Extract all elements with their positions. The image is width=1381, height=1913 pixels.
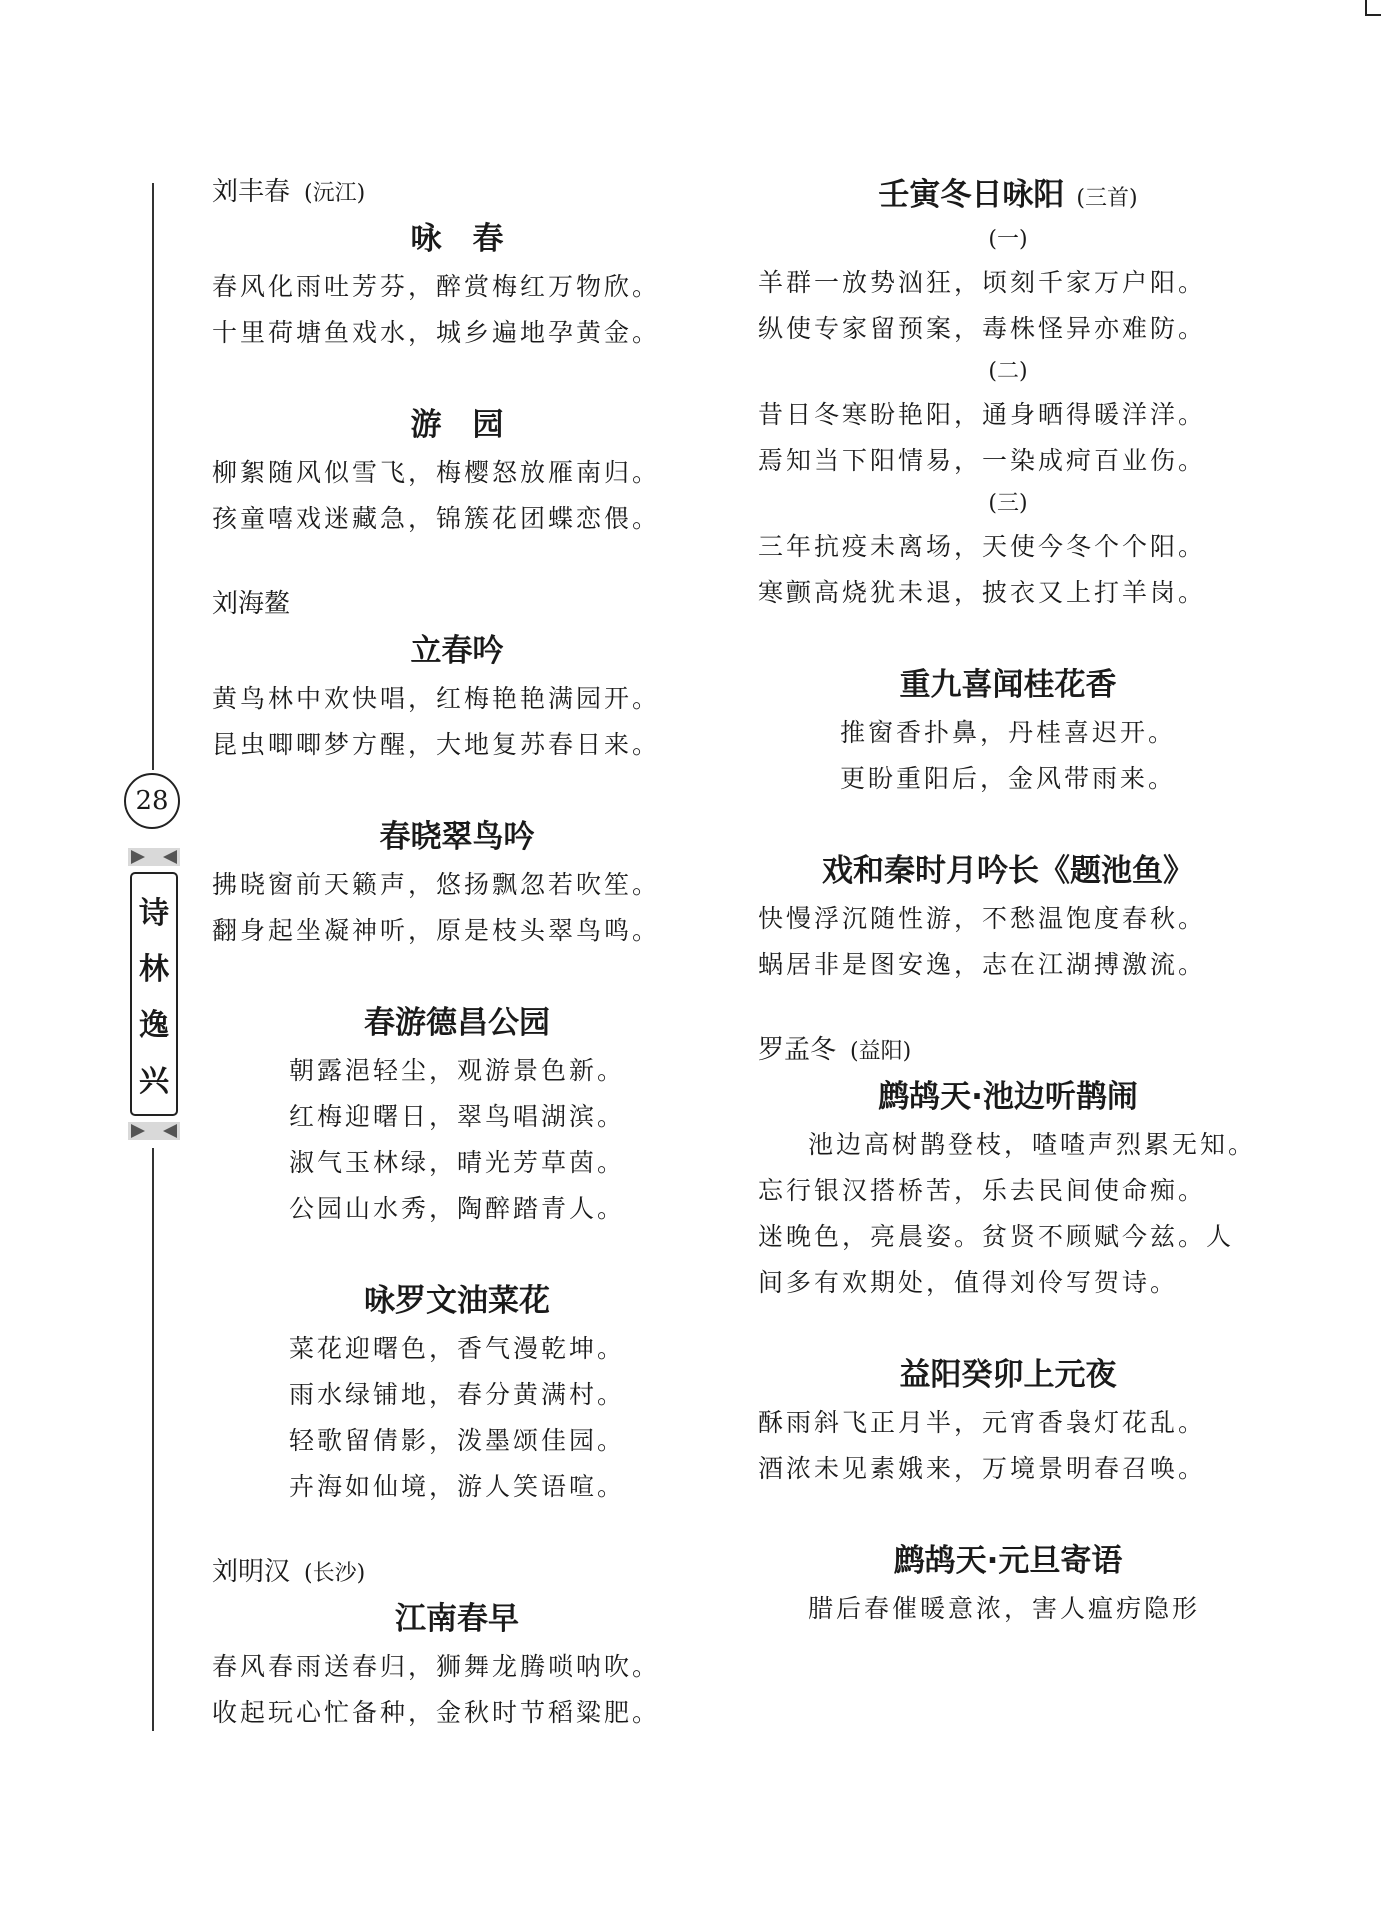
poem-line: 收起玩心忙备种，金秋时节稻粱肥。 <box>212 1698 661 1727</box>
section-tag-char: 逸 <box>139 1008 169 1043</box>
poem-title: 游 园 <box>410 407 504 443</box>
poem-line: 拂晓窗前天籁声，悠扬飘忽若吹笙。 <box>212 870 661 899</box>
poem-line: 孩童嘻戏迷藏急，锦簇花团蝶恋偎。 <box>212 504 661 533</box>
poem-line: 红梅迎曙日，翠鸟唱湖滨。 <box>288 1102 625 1131</box>
poem-line: 快慢浮沉随性游，不愁温饱度春秋。 <box>758 904 1207 933</box>
poem-line: 轻歌留倩影，泼墨颂佳园。 <box>288 1426 625 1455</box>
poem-index: (三) <box>988 491 1028 516</box>
author: 刘丰春 (沅江) <box>212 177 366 207</box>
poem-title: 戏和秦时月吟长《题池鱼》 <box>822 853 1194 889</box>
poem-title: 益阳癸卯上元夜 <box>899 1357 1117 1393</box>
poem-line: 昆虫唧唧梦方醒，大地复苏春日来。 <box>212 730 661 759</box>
poem-title: 鹧鸪天·池边听鹊闹 <box>878 1079 1138 1115</box>
margin-rule-bottom <box>152 1148 154 1731</box>
author: 罗孟冬 (益阳) <box>758 1035 912 1065</box>
section-tag <box>128 848 180 1140</box>
poem-title: 鹧鸪天·元旦寄语 <box>893 1543 1123 1579</box>
poem-line: 十里荷塘鱼戏水，城乡遍地孕黄金。 <box>212 318 661 347</box>
poem-line: 柳絮随风似雪飞，梅樱怒放雁南归。 <box>212 458 661 487</box>
poem-line: 酒浓未见素娥来，万境景明春召唤。 <box>758 1454 1207 1483</box>
poem-line: 春风春雨送春归，狮舞龙腾唢呐吹。 <box>212 1652 661 1681</box>
poem-line: 卉海如仙境，游人笑语喧。 <box>288 1472 625 1501</box>
poem-line: 雨水绿铺地，春分黄满村。 <box>288 1380 625 1409</box>
poem-line: 公园山水秀，陶醉踏青人。 <box>288 1194 625 1223</box>
poem-title: 壬寅冬日咏阳 (三首) <box>878 177 1138 213</box>
right-column <box>758 170 1258 1632</box>
poem-line: 寒颤高烧犹未退，披衣又上打羊岗。 <box>758 578 1207 607</box>
poem-line: 朝露浥轻尘，观游景色新。 <box>288 1056 625 1085</box>
poem-title: 重九喜闻桂花香 <box>899 667 1117 703</box>
left-column <box>212 170 702 1736</box>
author: 刘海鳌 <box>212 589 291 619</box>
section-tag-char: 兴 <box>139 1064 169 1099</box>
poem-title: 江南春早 <box>395 1601 519 1637</box>
ci-text: 池边高树鹊登枝，喳喳声烈累无知。忘行银汉搭桥苦，乐去民间使命痴。 迷晚色，亮晨姿。贫贤不顾赋今兹。人间多有欢期处，值得刘伶写贺诗。 <box>758 1130 1257 1297</box>
margin-rule-top <box>152 183 154 770</box>
poem-title: 春游德昌公园 <box>364 1005 550 1041</box>
page-number: 28 <box>124 773 180 829</box>
poem-line: 羊群一放势汹狂，顷刻千家万户阳。 <box>758 268 1207 297</box>
poem-line: 酥雨斜飞正月半，元宵香袅灯花乱。 <box>758 1408 1207 1437</box>
poem-title: 咏罗文油菜花 <box>364 1283 550 1319</box>
section-tag-box <box>130 872 178 1116</box>
poem-line: 焉知当下阳情易，一染成疴百业伤。 <box>758 446 1207 475</box>
poem-title: 咏 春 <box>410 221 504 257</box>
poem-line: 三年抗疫未离场，天使今冬个个阳。 <box>758 532 1207 561</box>
poem-line: 菜花迎曙色，香气漫乾坤。 <box>288 1334 625 1363</box>
poem-line: 推窗香扑鼻，丹桂喜迟开。 <box>839 718 1176 747</box>
poem-line: 黄鸟林中欢快唱，红梅艳艳满园开。 <box>212 684 661 713</box>
poem-line: 纵使专家留预案，毒株怪异亦难防。 <box>758 314 1207 343</box>
poem-title: 春晓翠鸟吟 <box>379 819 535 855</box>
poem-line: 翻身起坐凝神听，原是枝头翠鸟鸣。 <box>212 916 661 945</box>
section-tag-char: 林 <box>139 952 169 987</box>
poem-line: 昔日冬寒盼艳阳，通身晒得暖洋洋。 <box>758 400 1207 429</box>
poem-title: 立春吟 <box>410 633 504 669</box>
poem-line: 淑气玉林绿，晴光芳草茵。 <box>288 1148 625 1177</box>
ci-text: 腊后春催暖意浓，害人瘟疠隐形 <box>808 1594 1201 1623</box>
section-tag-char: 诗 <box>139 896 169 931</box>
page-corner-mark <box>1365 0 1381 16</box>
poem-index: (二) <box>988 359 1028 384</box>
poem-index: (一) <box>988 227 1028 252</box>
author: 刘明汉 (长沙) <box>212 1557 366 1587</box>
poem-line: 春风化雨吐芳芬，醉赏梅红万物欣。 <box>212 272 661 301</box>
poem-line: 蜗居非是图安逸，志在江湖搏激流。 <box>758 950 1207 979</box>
section-tag-top-ornament <box>128 848 180 866</box>
poem-line: 更盼重阳后，金风带雨来。 <box>839 764 1176 793</box>
section-tag-bottom-ornament <box>128 1122 180 1140</box>
